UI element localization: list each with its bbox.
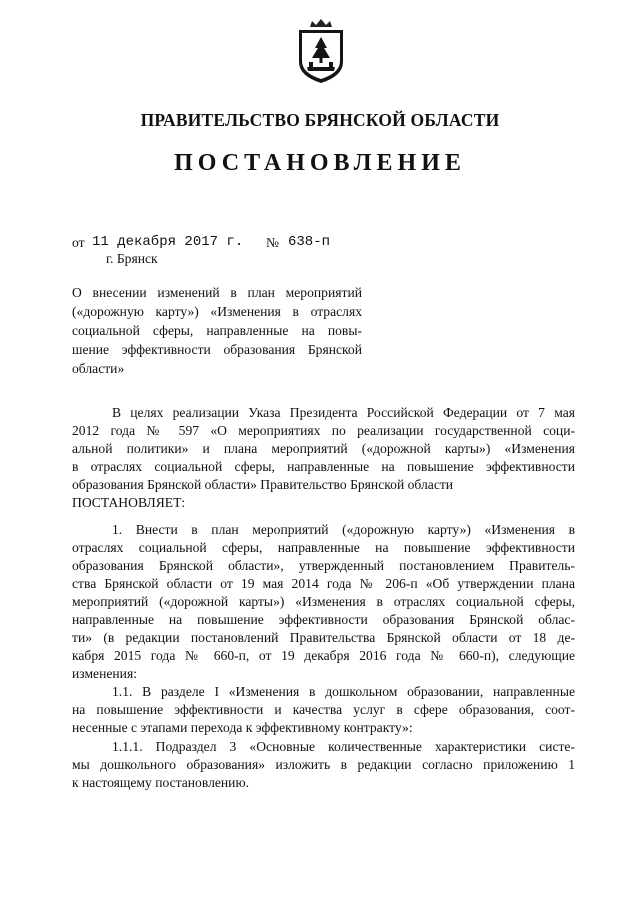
document-type-title: ПОСТАНОВЛЕНИЕ: [174, 150, 466, 176]
body-line: В целях реализации Указа Президента Российской Федерации от 7 мая: [112, 405, 575, 420]
body-line: 1.1.1. Подраздел 3 «Основные количественные характеристики систе-: [112, 739, 575, 754]
body-line: к настоящему постановлению.: [72, 775, 250, 790]
subject-line: социальной сферы, направленные на повы-: [72, 323, 362, 338]
document-number: 638-п: [288, 234, 331, 250]
body-line: на повышение эффективности и качества услуг в сфере образования, соот-: [72, 702, 575, 717]
government-title: ПРАВИТЕЛЬСТВО БРЯНСКОЙ ОБЛАСТИ: [140, 110, 500, 130]
body-line: образования Брянской области» Правительство Брянской области: [72, 477, 454, 492]
subject-line: области»: [72, 361, 125, 376]
body-line: 1.1. В разделе I «Изменения в дошкольном образовании, направленные: [112, 684, 575, 699]
city: г. Брянск: [106, 251, 158, 266]
number-sign: №: [266, 235, 279, 250]
body-line: альной политики» и плана мероприятий («дорожной карты») «Изменения: [72, 441, 575, 456]
subject-line: О внесении изменений в план мероприятий: [72, 285, 362, 300]
body-line: ства Брянской области от 19 мая 2014 года № 206-п «Об утверждении плана: [72, 576, 575, 591]
document-date: 11 декабря 2017 г.: [92, 234, 244, 250]
body-line: образования Брянской области», утвержденный постановлением Правитель-: [72, 558, 575, 573]
body-line: отраслях социальной сферы, направленные на повышение эффективности: [72, 540, 575, 555]
body-line: кабря 2015 года № 660-п, от 19 декабря 2016 года № 660-п), следующие: [72, 648, 575, 663]
body-line: направленные на повышение эффективности образования Брянской облас-: [72, 612, 575, 627]
coat-of-arms-icon: [296, 18, 346, 84]
body-line: 2012 года № 597 «О мероприятиях по реализации государственной соци-: [72, 423, 575, 438]
body-line: 1. Внести в план мероприятий («дорожную карту») «Изменения в: [112, 522, 575, 537]
subject-line: («дорожную карту») «Изменения в отраслях: [72, 304, 362, 319]
body-line: мы дошкольного образования» изложить в редакции согласно приложению 1: [72, 757, 575, 772]
body-line: изменения:: [72, 666, 137, 681]
body-line: в отраслях социальной сферы, направленные на повышение эффективности: [72, 459, 575, 474]
body-line: ти» (в редакции постановлений Правительства Брянской области от 18 де-: [72, 630, 575, 645]
body-line: мероприятий («дорожной карты») «Изменения в отраслях социальной сферы,: [72, 594, 575, 609]
body-line: ПОСТАНОВЛЯЕТ:: [72, 495, 186, 510]
date-prefix: от: [72, 235, 85, 250]
body-line: несенные с этапами перехода к эффективному контракту»:: [72, 720, 413, 735]
subject-line: шение эффективности образования Брянской: [72, 342, 362, 357]
